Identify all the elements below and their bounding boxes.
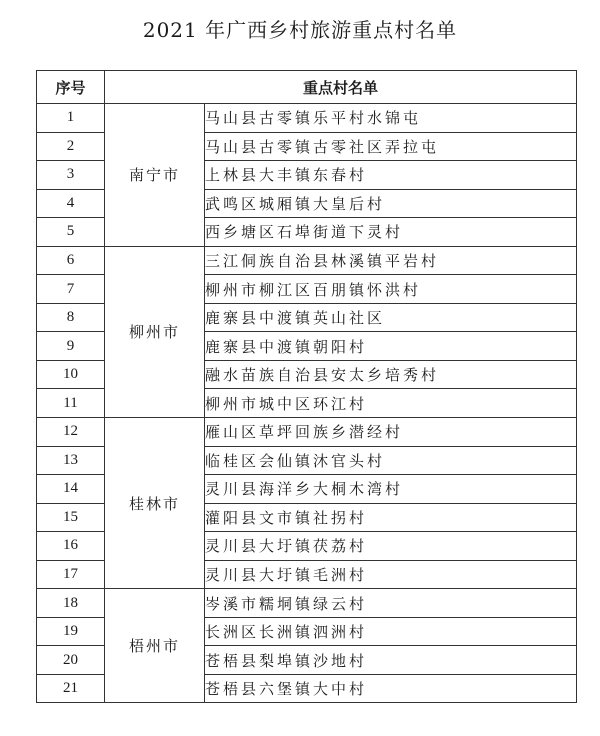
row-number: 6 xyxy=(37,246,105,275)
village-name: 鹿寨县中渡镇朝阳村 xyxy=(205,332,577,361)
village-name: 雁山区草坪回族乡潜经村 xyxy=(205,418,577,447)
village-name: 长洲区长洲镇泗洲村 xyxy=(205,617,577,646)
row-number: 3 xyxy=(37,161,105,190)
header-index: 序号 xyxy=(37,71,105,104)
row-number: 18 xyxy=(37,589,105,618)
table-header-row xyxy=(37,71,577,104)
city-cell: 南宁市 xyxy=(105,104,205,247)
village-name: 苍梧县梨埠镇沙地村 xyxy=(205,646,577,675)
row-number: 15 xyxy=(37,503,105,532)
row-number: 20 xyxy=(37,646,105,675)
row-number: 21 xyxy=(37,674,105,703)
village-name: 鹿寨县中渡镇英山社区 xyxy=(205,303,577,332)
row-number: 13 xyxy=(37,446,105,475)
city-cell: 梧州市 xyxy=(105,589,205,703)
row-number: 2 xyxy=(37,132,105,161)
row-number: 9 xyxy=(37,332,105,361)
row-number: 1 xyxy=(37,104,105,133)
city-cell: 桂林市 xyxy=(105,418,205,589)
table-body xyxy=(37,104,577,703)
row-number: 7 xyxy=(37,275,105,304)
village-name: 柳州市城中区环江村 xyxy=(205,389,577,418)
village-name: 灵川县海洋乡大桐木湾村 xyxy=(205,475,577,504)
row-number: 4 xyxy=(37,189,105,218)
row-number: 17 xyxy=(37,560,105,589)
village-name: 灵川县大圩镇茯荔村 xyxy=(205,532,577,561)
city-cell: 柳州市 xyxy=(105,246,205,417)
row-number: 5 xyxy=(37,218,105,247)
village-name: 岑溪市糯垌镇绿云村 xyxy=(205,589,577,618)
village-name: 武鸣区城厢镇大皇后村 xyxy=(205,189,577,218)
table-row xyxy=(37,418,577,447)
row-number: 19 xyxy=(37,617,105,646)
village-name: 西乡塘区石埠街道下灵村 xyxy=(205,218,577,247)
table-row xyxy=(37,246,577,275)
village-table xyxy=(36,70,577,703)
row-number: 11 xyxy=(37,389,105,418)
table-row xyxy=(37,104,577,133)
village-name: 上林县大丰镇东春村 xyxy=(205,161,577,190)
header-village-list: 重点村名单 xyxy=(105,71,577,104)
row-number: 14 xyxy=(37,475,105,504)
village-name: 三江侗族自治县林溪镇平岩村 xyxy=(205,246,577,275)
village-name: 灌阳县文市镇社拐村 xyxy=(205,503,577,532)
row-number: 8 xyxy=(37,303,105,332)
village-name: 马山县古零镇乐平村水锦屯 xyxy=(205,104,577,133)
village-name: 融水苗族自治县安太乡培秀村 xyxy=(205,360,577,389)
row-number: 10 xyxy=(37,360,105,389)
village-name: 柳州市柳江区百朋镇怀洪村 xyxy=(205,275,577,304)
village-name: 马山县古零镇古零社区弄拉屯 xyxy=(205,132,577,161)
table-row xyxy=(37,589,577,618)
village-name: 苍梧县六堡镇大中村 xyxy=(205,674,577,703)
document-title: 2021 年广西乡村旅游重点村名单 xyxy=(142,18,458,42)
row-number: 16 xyxy=(37,532,105,561)
village-name: 灵川县大圩镇毛洲村 xyxy=(205,560,577,589)
row-number: 12 xyxy=(37,418,105,447)
village-name: 临桂区会仙镇沐官头村 xyxy=(205,446,577,475)
